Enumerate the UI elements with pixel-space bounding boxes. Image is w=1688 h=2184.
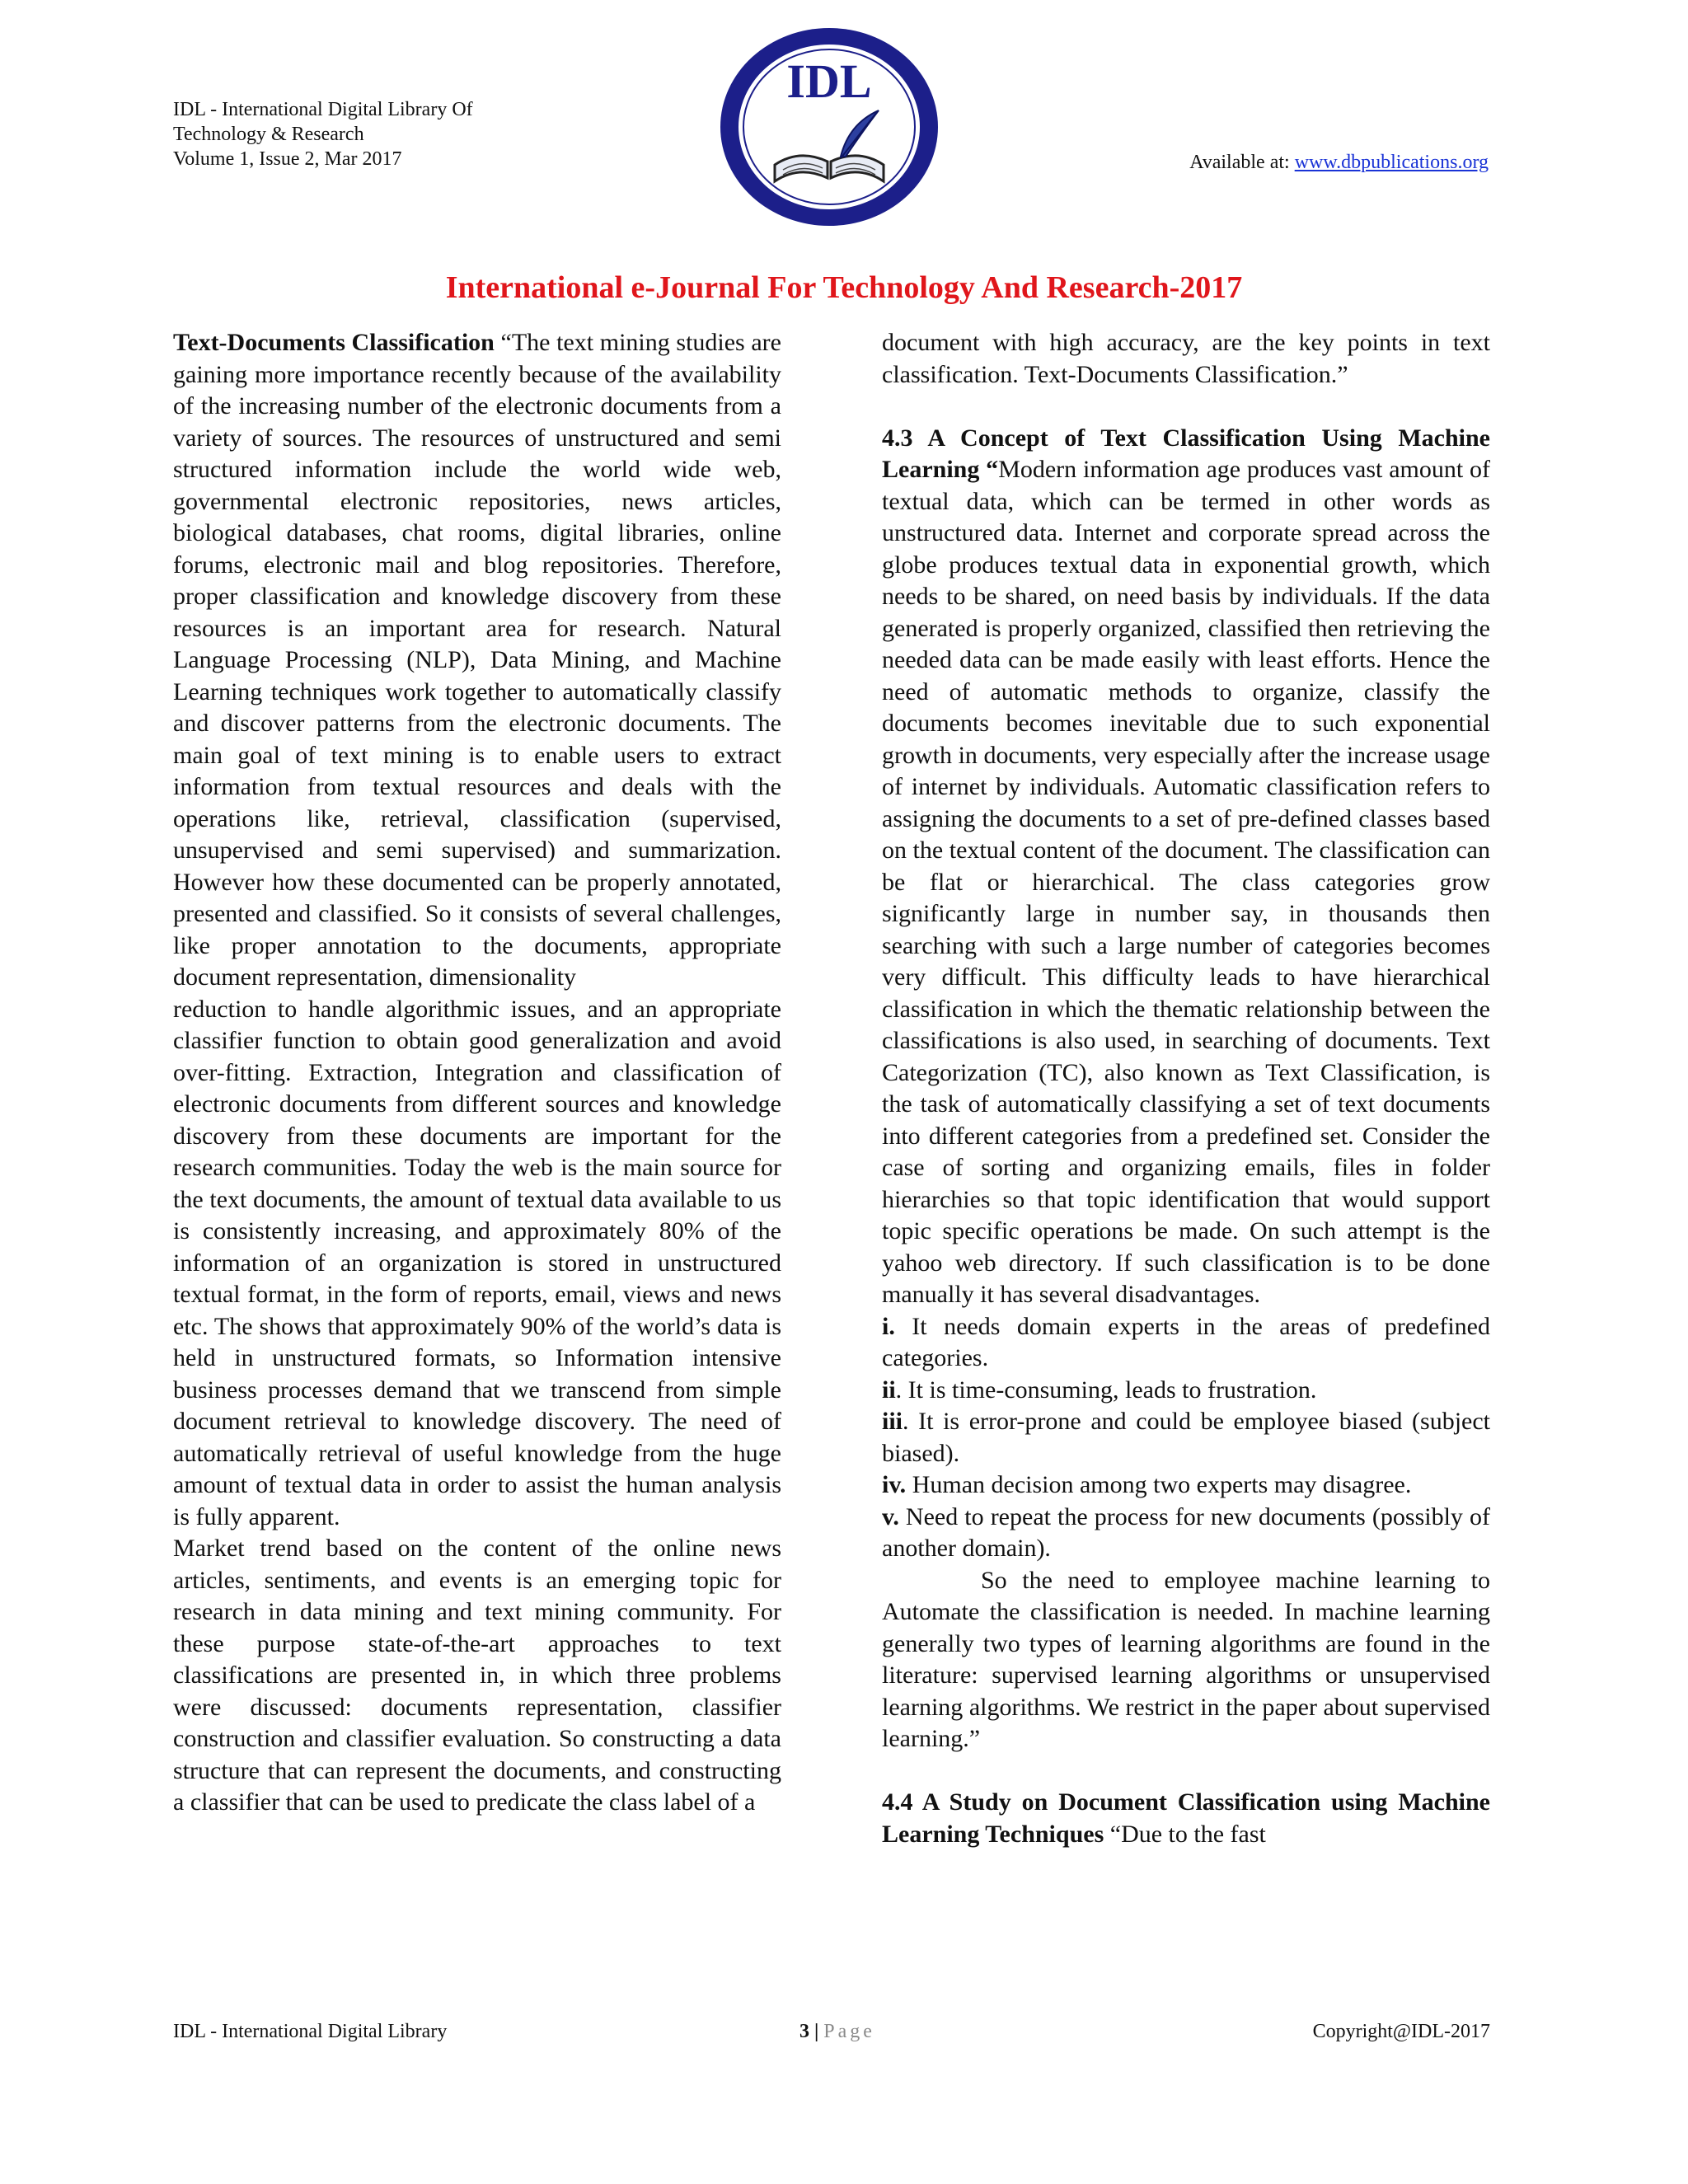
header-line-3: Volume 1, Issue 2, Mar 2017 (173, 148, 402, 170)
left-column (173, 327, 781, 1819)
paragraph-text: “The text mining studies are gaining more importance recently because of the availability of the increasing number of the electronic documents from a variety of sources. The resources of unstructured and semi structured information include the world wide web, governmental electronic repositories, news articles, biological databases, chat rooms, digital libraries, online forums, electronic mail and blog repositories. Therefore, proper classification and knowledge discovery from these resources is an important area for research. Natural Language Processing (NLP), Data Mining, and Machine Learning techniques work together to automatically classify and discover patterns from the electronic documents. The main goal of text mining is to enable users to extract information from textual resources and deals with the operations like, retrieval, classification (supervised, unsupervised and semi supervised) and summarization. However how these documented can be properly annotated, presented and classified. So it consists of several challenges, like proper annotation to the documents, appropriate document representation, dimensionality (173, 329, 781, 991)
header-line-1: IDL - International Digital Library Of (173, 99, 473, 120)
list-item: v. Need to repeat the process for new documents (possibly of another domain). (882, 1502, 1490, 1562)
journal-header-info (173, 97, 473, 171)
journal-title: International e-Journal For Technology And Research-2017 (445, 270, 1243, 305)
runin-heading: Text-Documents Classification (173, 329, 495, 356)
section-4-3-heading: 4.3 A Concept of Text Classification Using Machine Learning “ (882, 424, 1490, 483)
footer-page-number: 3 | Page (799, 2021, 875, 2042)
paragraph-continued: reduction to handle algorithmic issues, and an appropriate classifier function to obtain good generalization and avoid over-fitting. Extraction, Integration and classification of electronic documents from different sources and knowledge discovery from these documents are important for the research communities. Today the web is the main source for the text documents, the amount of textual data available to us is consistently increasing, and approximately 80% of the information of an organization is stored in unstructured textual format, in the form of reports, email, views and news etc. The shows that approximately 90% of the world’s data is held in unstructured formats, so Information intensive business processes demand that we transcend from simple document retrieval to knowledge discovery. The need of automatically retrieval of useful knowledge from the huge amount of textual data in order to assist the human analysis is fully apparent. (173, 995, 781, 1530)
footer-library: IDL - International Digital Library (173, 2021, 448, 2042)
list-item: ii. It is time-consuming, leads to frustration. (882, 1376, 1317, 1404)
market-trend-paragraph: Market trend based on the content of the online news articles, sentiments, and events is an emerging topic for research in data mining and text mining community. For these purpose state-of-the-art approaches to text classifications are presented in, in which three problems were discussed: documents representation, classifier construction and classifier evaluation. So constructing a data structure that can represent the documents, and constructing a classifier that can be used to predicate the class label of a (173, 1535, 781, 1816)
text-classification-paragraph (173, 327, 781, 994)
footer-copyright: Copyright@IDL-2017 (1312, 2021, 1490, 2042)
continued-paragraph: document with high accuracy, are the key points in text classification. Text-Documents Classification.” (882, 329, 1490, 388)
machine-learning-paragraph: So the need to employee machine learning to Automate the classification is needed. In machine learning generally two types of learning algorithms are found in the literature: supervised learning algorithms or unsupervised learning algorithms. We restrict in the paper about supervised learning.” (882, 1566, 1490, 1752)
idl-logo (717, 25, 941, 229)
section-4-4-text: “Due to the fast (1104, 1820, 1266, 1848)
list-item: i. It needs domain experts in the areas of predefined categories. (882, 1312, 1490, 1371)
section-4-3-text: Modern information age produces vast amount of textual data, which can be termed in other words as unstructured data. Internet and corporate spread across the globe produces textual data in exponential growth, which needs to be shared, on need basis by individuals. If the data generated is properly organized, classified then retrieving the needed data can be made easily with least efforts. Hence the need of automatic methods to organize, classify the documents becomes inevitable due to such exponential growth in documents, very especially after the increase usage of internet by individuals. Automatic classification refers to assigning the documents to a set of pre-defined classes based on the textual content of the document. The classification can be flat or hierarchical. The class categories grow significantly large in number say, in thousands then searching with such a large number of categories becomes very difficult. This difficulty leads to have hierarchical classification in which the thematic relationship between the classifications is also used, in searching of documents. Text Categorization (TC), also known as Text Classification, is the task of automatically classifying a set of text documents into different categories from a predefined set. Consider the case of sorting and organizing emails, files in folder hierarchies so that topic identification that would support topic specific operations be made. On such attempt is the yahoo web directory. If such classification is to be done manually it has several disadvantages. (882, 456, 1490, 1308)
list-item: iv. Human decision among two experts may disagree. (882, 1471, 1412, 1498)
logo-text: IDL (786, 54, 872, 108)
disadvantages-list (882, 1311, 1490, 1565)
publications-link[interactable]: www.dbpublications.org (1294, 152, 1489, 173)
right-column (882, 327, 1490, 1850)
availability-line (1189, 150, 1489, 175)
section-4-4-heading: 4.4 A Study on Document Classification using Machine Learning Techniques (882, 1788, 1490, 1848)
available-label: Available at: (1189, 152, 1295, 173)
header-line-2: Technology & Research (173, 124, 364, 145)
list-item: iii. It is error-prone and could be employee biased (subject biased). (882, 1408, 1490, 1467)
